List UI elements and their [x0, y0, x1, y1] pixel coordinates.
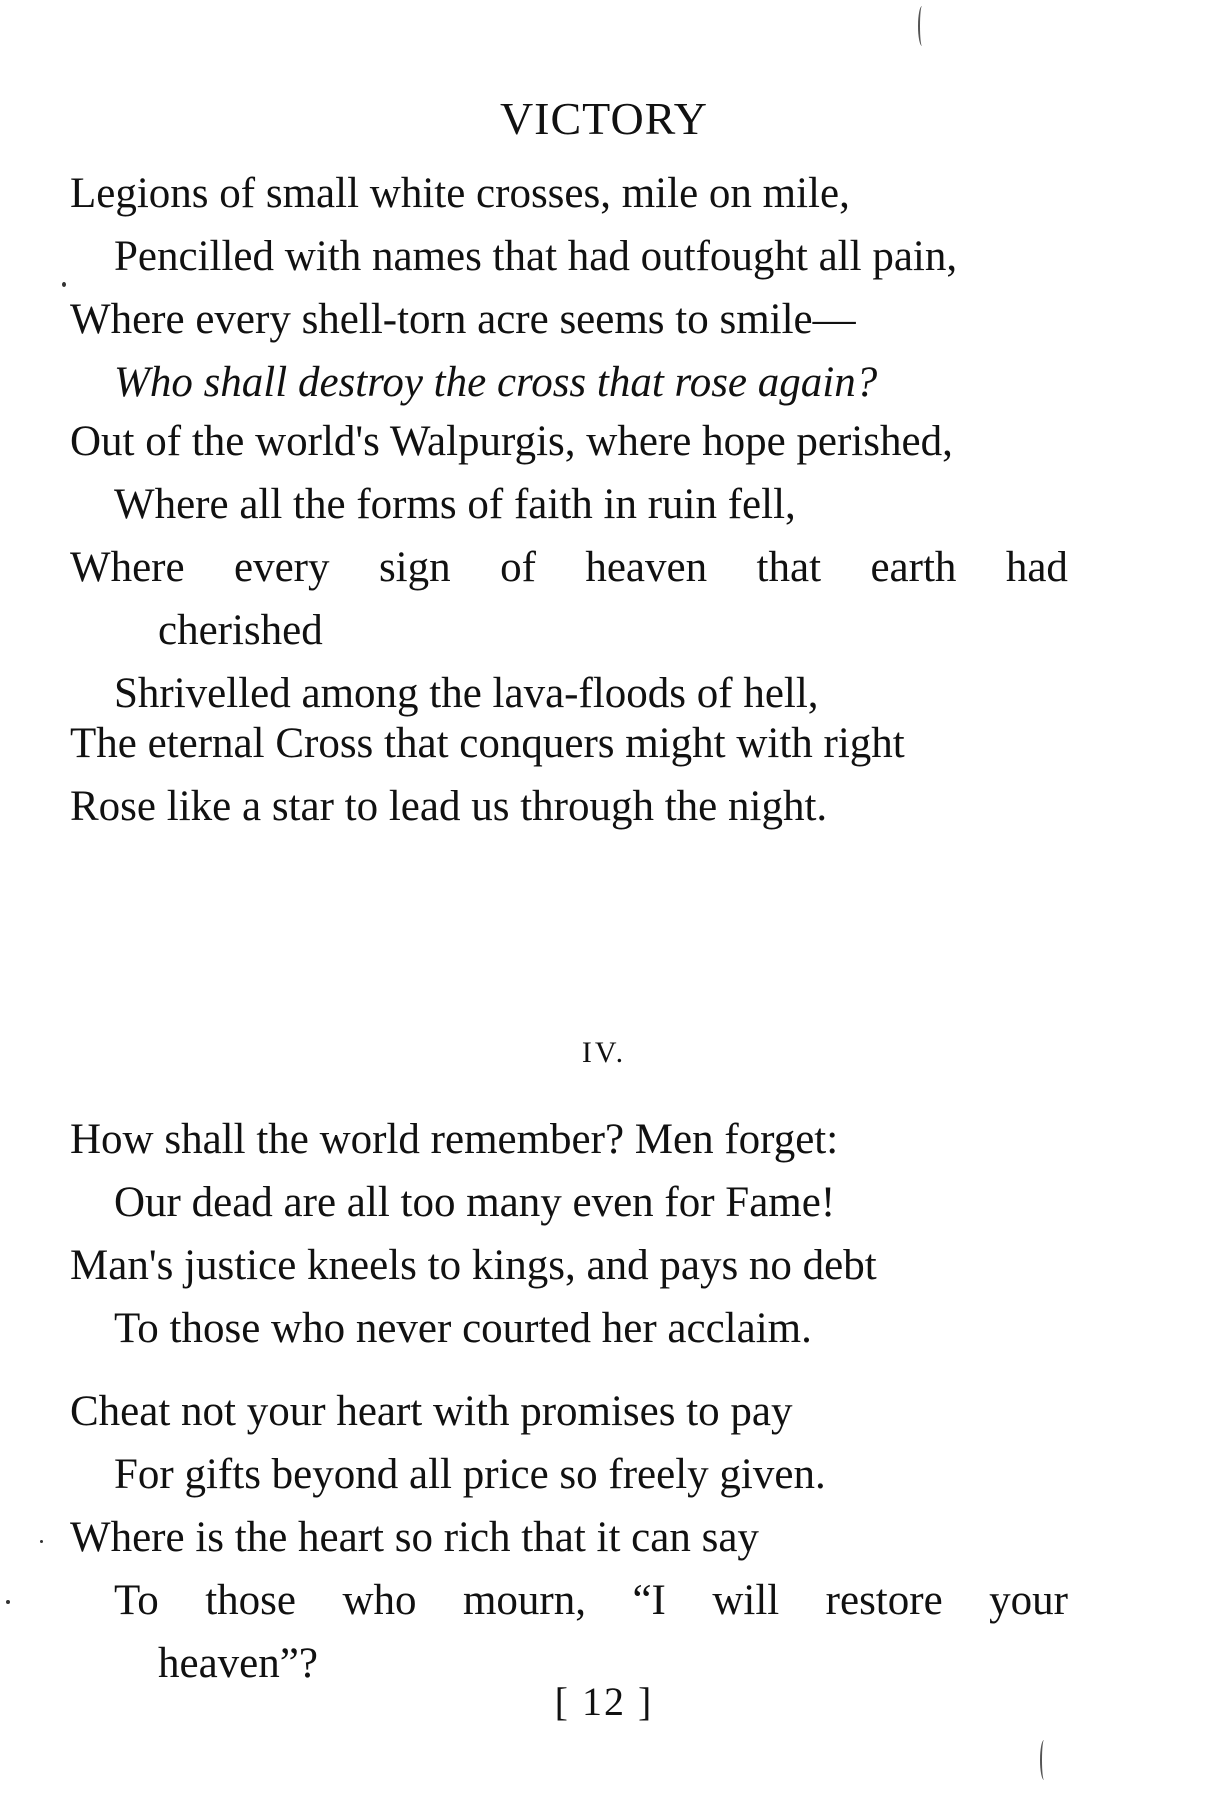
poem-line: Our dead are all too many even for Fame!: [114, 1179, 836, 1226]
poem-word: mourn,: [462, 1577, 586, 1624]
poem-word: every: [234, 544, 330, 591]
poem-title: VICTORY: [499, 93, 709, 144]
stanza-4: [70, 1108, 1070, 1360]
poem-word: will: [712, 1577, 780, 1624]
poem-word: To: [114, 1577, 159, 1624]
stanza-1: [70, 162, 1070, 414]
poem-word: sign: [378, 544, 451, 591]
poem-line: Pencilled with names that had outfought all pain,: [114, 233, 958, 280]
print-mark: [1040, 1740, 1048, 1780]
stanza-5: [70, 1380, 1070, 1695]
print-speck: [6, 1600, 10, 1604]
poem-word: earth: [870, 544, 957, 591]
justified-words: [70, 536, 1068, 599]
poem-line-justified: [70, 1569, 1070, 1632]
poem-line: heaven”?: [158, 1640, 318, 1687]
poem-word: had: [1005, 544, 1068, 591]
poem-line: Where all the forms of faith in ruin fell,: [114, 481, 796, 528]
section-number: IV.: [581, 1036, 627, 1069]
poem-line: Where is the heart so rich that it can say: [70, 1514, 759, 1561]
poem-line: Man's justice kneels to kings, and pays no debt: [70, 1242, 877, 1289]
justified-words: [114, 1569, 1068, 1632]
print-mark: [918, 6, 926, 46]
page-number: [ 12 ]: [554, 1679, 654, 1724]
poem-line: Where every shell-torn acre seems to smile—: [70, 296, 856, 343]
poem-word: heaven: [585, 544, 708, 591]
poem-line: Shrivelled among the lava-floods of hell,: [114, 670, 819, 717]
poem-word: of: [500, 544, 536, 591]
poem-line: Legions of small white crosses, mile on mile,: [70, 170, 850, 217]
poem-word: those: [205, 1577, 296, 1624]
print-speck: [62, 282, 66, 287]
poem-line: The eternal Cross that conquers might with right: [70, 720, 905, 767]
poem-word: your: [989, 1577, 1068, 1624]
poem-line: To those who never courted her acclaim.: [114, 1305, 812, 1352]
poem-line: For gifts beyond all price so freely given.: [114, 1451, 826, 1498]
stanza-2: [70, 410, 1070, 725]
poem-word: that: [756, 544, 822, 591]
print-speck: [40, 1540, 43, 1543]
poem-line: cherished: [158, 607, 323, 654]
poem-word: Where: [70, 544, 185, 591]
poem-word: “I: [632, 1577, 666, 1624]
poem-line: Rose like a star to lead us through the night.: [70, 783, 828, 830]
stanza-3: [70, 712, 1070, 838]
poem-line: Out of the world's Walpurgis, where hope perished,: [70, 418, 953, 465]
poem-line-justified: [70, 536, 1070, 599]
poem-line: How shall the world remember? Men forget:: [70, 1116, 839, 1163]
poem-word: who: [342, 1577, 417, 1624]
poem-word: restore: [825, 1577, 943, 1624]
poem-line: Cheat not your heart with promises to pay: [70, 1388, 793, 1435]
poem-line-italic: Who shall destroy the cross that rose again?: [114, 359, 878, 406]
